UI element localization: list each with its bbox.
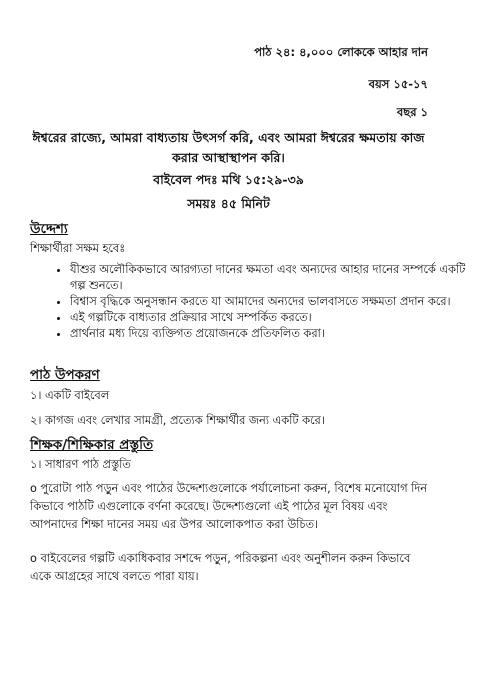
- objective-item: • যীশুর অলৌকিকভাবে আরগ্যতা দানের ক্ষমতা এবং অন্যদের আহার দানের সম্পর্কে একটি গল্প শুনতে।: [70, 262, 470, 294]
- preparation-heading: শিক্ষক/শিক্ষিকার প্রস্তুতি: [30, 437, 154, 453]
- lesson-time: সময়ঃ ৪৫ মিনিট: [187, 196, 270, 211]
- materials-heading: পাঠ উপকরণ: [30, 367, 100, 383]
- objective-item: • প্রার্থনার মধ্য দিয়ে ব্যক্তিগত প্রয়োজনকে প্রতিফলিত করা।: [70, 326, 470, 342]
- objectives-heading: উদ্দেশ্য: [30, 221, 68, 237]
- objective-item: • বিশ্বাস বৃদ্ধিকে অনুসন্ধান করতে যা আমাদের অন্যদের ভালবাসতে সক্ষমতা প্রদান করে।: [70, 294, 470, 310]
- material-item: ২। কাগজ এবং লেখার সামগ্রী, প্রত্যেক শিক্ষার্থীর জন্য একটি করে।: [30, 414, 325, 427]
- preparation-sub: ১। সাধারণ পাঠ প্রস্তুতি: [30, 458, 131, 471]
- lesson-title: পাঠ ২৪: ৪,০০০ লোককে আহার দান: [254, 45, 428, 59]
- objective-item: • এই গল্পটিকে বাধ্যতার প্রক্রিয়ার সাথে সম্পর্কিত করতে।: [70, 310, 470, 326]
- objectives-intro: শিক্ষার্থীরা সক্ষম হবেঃ: [30, 242, 126, 255]
- theme-statement: ঈশ্বরের রাজ্যে, আমরা বাধ্যতায় উৎসর্গ করি, এবং আমরা ঈশ্বরের ক্ষমতায় কাজ করার আস্থাস্থাপন করি।: [32, 130, 425, 165]
- age-range: বয়স ১৫-১৭: [368, 77, 428, 91]
- preparation-paragraph: o বাইবেলের গল্পটি একাধিকবার সশব্দে পড়ুন, পরিকল্পনা এবং অনুশীলন করুন কিভাবে একে আগ্রহের সাথে বলতে পারা যায়।: [30, 552, 411, 583]
- preparation-paragraph: o পুরোটা পাঠ পড়ুন এবং পাঠের উদ্দেশ্যগুলোকে পর্যালোচনা করুন, বিশেষ মনোযোগ দিন কিভাবে পাঠটি এগুলোকে বর্ণনা করেছে। উদ্দেশ্যগুলো এই পাঠের মূল বিষয় এবং আপনাদের শিক্ষা দানের সময় এর উপর আলোকপাত করা উচিত।: [30, 482, 427, 531]
- material-item: ১। একটি বাইবেল: [30, 389, 110, 402]
- bible-passage: বাইবেল পদঃ মথি ১৫:২৯-৩৯: [153, 172, 304, 187]
- objectives-list: [30, 262, 470, 342]
- year-label: বছর ১: [396, 105, 428, 119]
